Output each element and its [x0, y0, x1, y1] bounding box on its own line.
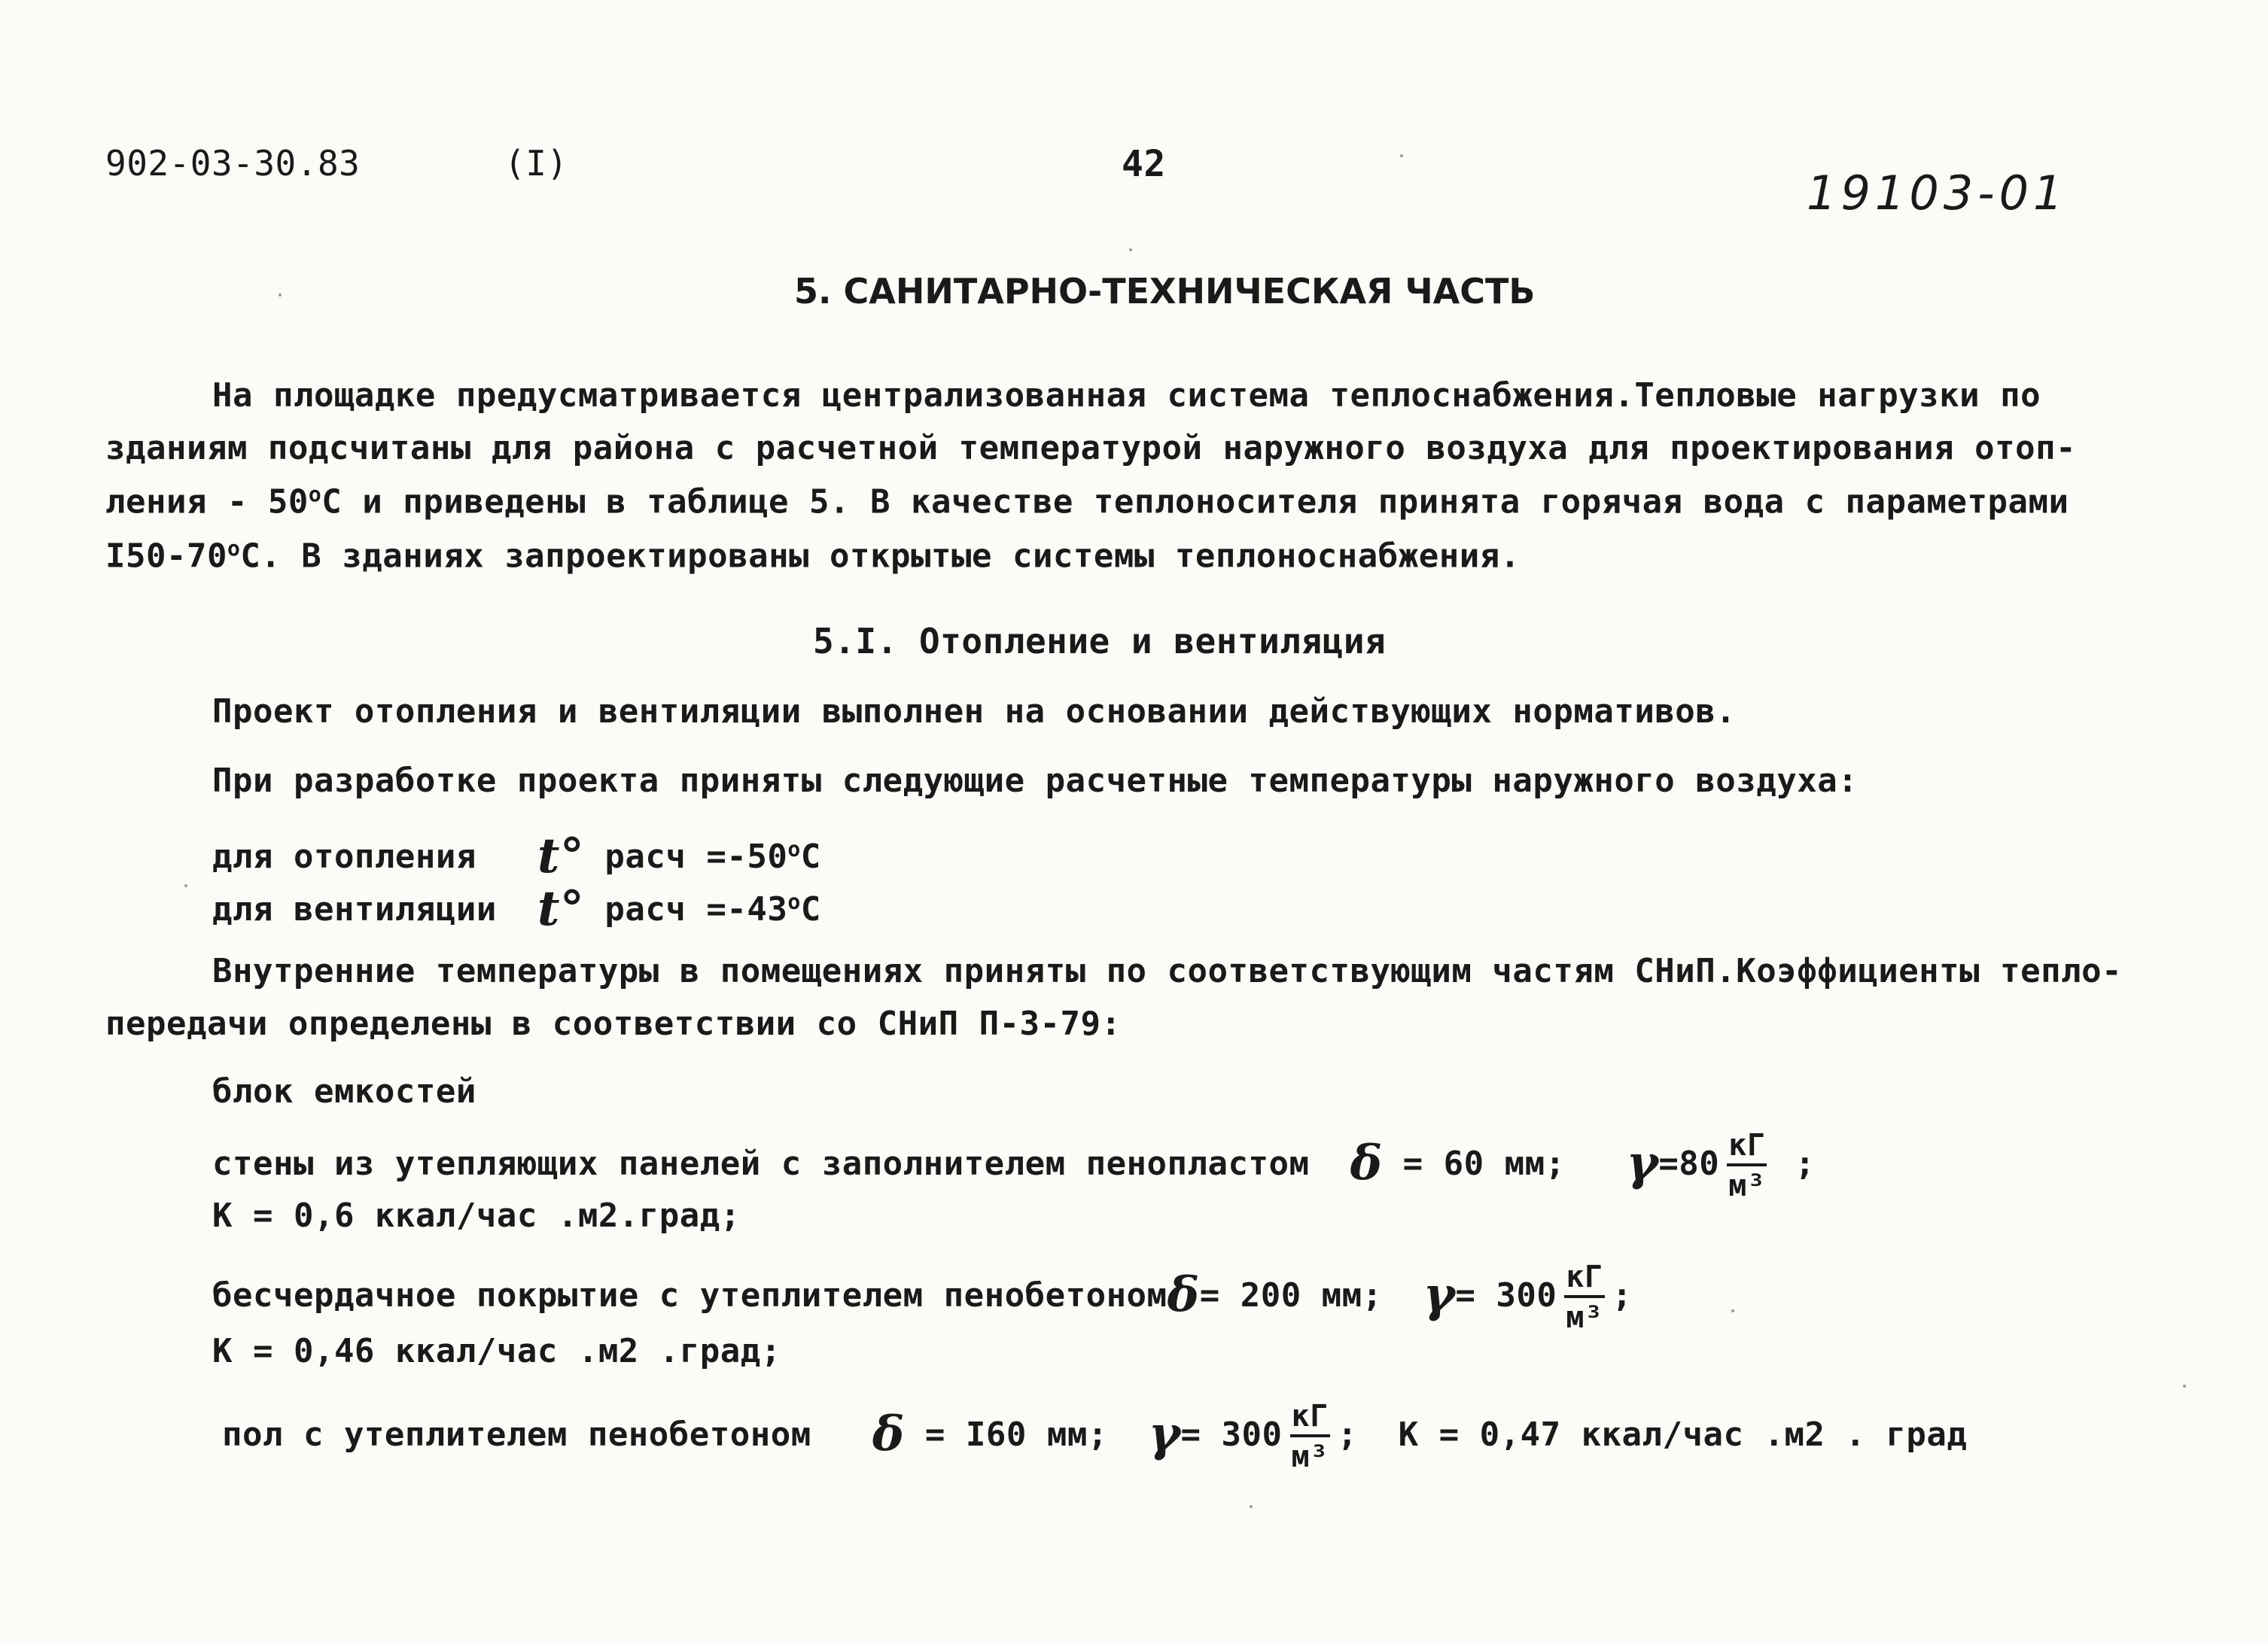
intro-line-1: На площадке предусматривается централизованная система теплоснабжения.Тепловые нагрузки по	[212, 376, 2041, 415]
scan-speck	[279, 293, 282, 296]
heating-temperature: для отопления t° расч $=-50^оС$	[212, 828, 821, 884]
roof-density-unit: $\frac{кГ}{\text{м³}}$	[1566, 1260, 1603, 1335]
section-title: 5. САНИТАРНО-ТЕХНИЧЕСКАЯ ЧАСТЬ	[794, 271, 1536, 312]
intro-line-3: ления - $50^оС$ и приведены в таблице 5. В качестве теплоносителя принята горячая вода с параметрами	[105, 482, 2069, 521]
doc-code: 902-03-30.83	[105, 143, 361, 184]
paragraph-3-line-1: Внутренние температуры в помещениях приняты по соответствующим частям СНиП.Коэффициенты тепло-	[212, 952, 2123, 990]
scan-speck	[1250, 1505, 1253, 1508]
paragraph-1: Проект отопления и вентиляции выполнен на основании действующих нормативов.	[212, 692, 1737, 731]
walls-density-unit: $\frac{кГ}{\text{м³}}$	[1728, 1128, 1766, 1203]
walls-k: К = 0,6 ккал/час .м2.град;	[212, 1197, 741, 1235]
paragraph-3-line-2: передачи определены в соответствии со СНиП П-3-79:	[105, 1005, 1122, 1043]
subsection-title: 5.I. Отопление и вентиляция	[813, 621, 1387, 661]
roof-line: бесчердачное покрытие с утеплителем пенобетономδ= 200 мм; γ= 300 $\frac{кГ}{\text{м³}}$ ;	[212, 1260, 1633, 1335]
page-number: 42	[1122, 143, 1166, 185]
scan-speck	[1731, 1309, 1734, 1312]
scan-speck	[1400, 154, 1403, 157]
block-title: блок емкостей	[212, 1072, 476, 1111]
handwritten-stamp: 19103-01	[1807, 166, 2068, 220]
floor-density-unit: $\frac{кГ}{\text{м³}}$	[1291, 1399, 1329, 1474]
floor-line: пол с утеплителем пенобетоном δ = I60 мм; γ= 300 $\frac{кГ}{\text{м³}}$ ; К = 0,47 ккал/час .м2 . град	[222, 1399, 1968, 1474]
intro-line-2: зданиям подсчитаны для района с расчетной температурой наружного воздуха для проектирования отоп-	[105, 429, 2077, 467]
scan-speck	[1129, 248, 1132, 251]
section-marker: (I)	[504, 143, 568, 184]
ventilation-temperature: для вентиляции t° расч $=-43^оС$	[212, 880, 821, 937]
roof-k: К = 0,46 ккал/час .м2 .град;	[212, 1332, 781, 1370]
walls-line: стены из утепляющих панелей с заполнителем пенопластом δ = 60 мм; γ=80 $\frac{кГ}{\text{м³}}$ ;	[212, 1128, 1816, 1203]
paragraph-2: При разработке проекта приняты следующие расчетные температуры наружного воздуха:	[212, 762, 1859, 800]
scan-speck	[184, 884, 187, 887]
scan-speck	[2183, 1385, 2186, 1388]
intro-line-4: $I50-70^оС$. В зданиях запроектированы открытые системы теплоноснабжения.	[105, 536, 1521, 576]
